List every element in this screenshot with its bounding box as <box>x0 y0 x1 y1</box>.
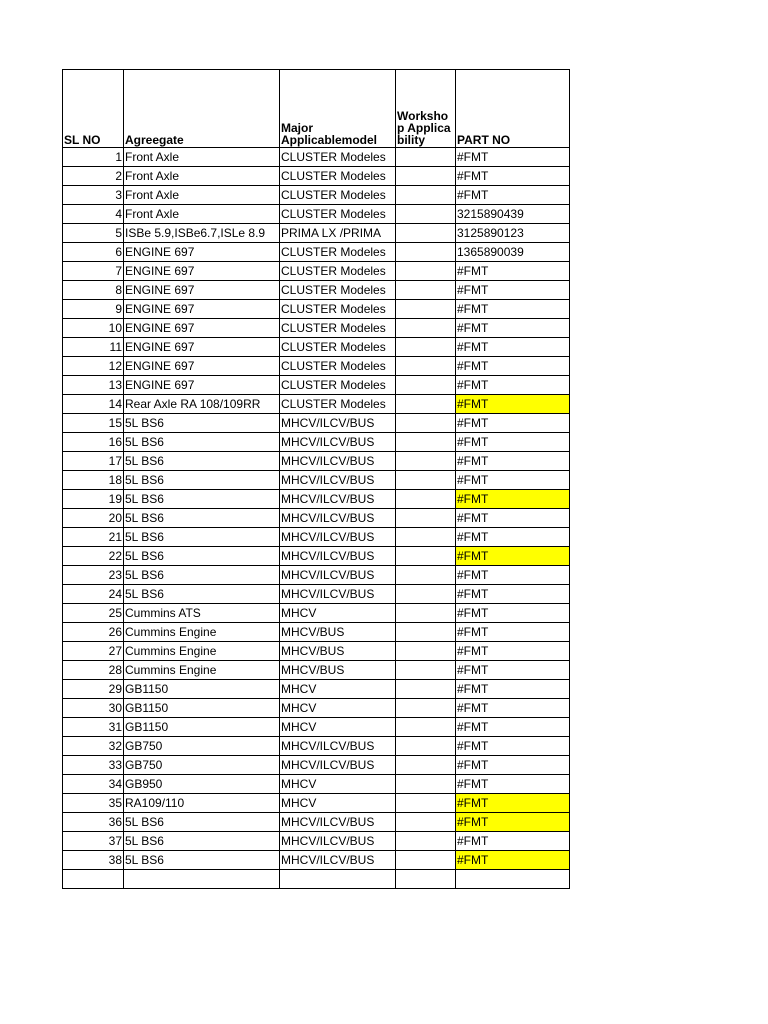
cell-sl-no[interactable]: 19 <box>63 490 124 509</box>
table-row <box>63 813 570 832</box>
cell-sl-no[interactable]: 38 <box>63 851 124 870</box>
cell-model[interactable]: CLUSTER Modeles <box>280 205 396 224</box>
cell-model[interactable]: MHCV <box>280 604 396 623</box>
cell-model[interactable]: MHCV/BUS <box>280 642 396 661</box>
cell-aggregate[interactable]: 5L BS6 <box>124 851 280 870</box>
header-part-no[interactable]: PART NO <box>456 70 570 148</box>
cell-model[interactable]: MHCV/ILCV/BUS <box>280 528 396 547</box>
table-row <box>63 357 570 376</box>
cell-workshop[interactable] <box>396 376 456 395</box>
cell-model[interactable]: CLUSTER Modeles <box>280 395 396 414</box>
cell-aggregate[interactable]: Front Axle <box>124 148 280 167</box>
cell-model[interactable]: CLUSTER Modeles <box>280 281 396 300</box>
cell-model[interactable]: MHCV/ILCV/BUS <box>280 433 396 452</box>
table-row <box>63 471 570 490</box>
cell-part-no[interactable]: #FMT <box>456 642 570 661</box>
cell-sl-no[interactable]: 27 <box>63 642 124 661</box>
cell-model[interactable]: MHCV/ILCV/BUS <box>280 471 396 490</box>
cell-sl-no[interactable]: 7 <box>63 262 124 281</box>
cell-workshop[interactable] <box>396 262 456 281</box>
cell-part-no[interactable]: #FMT <box>456 623 570 642</box>
cell-part-no[interactable]: #FMT <box>456 319 570 338</box>
cell-model[interactable]: MHCV/ILCV/BUS <box>280 756 396 775</box>
cell-aggregate[interactable]: ENGINE 697 <box>124 243 280 262</box>
header-sl-no[interactable]: SL NO <box>63 70 124 148</box>
cell-workshop[interactable] <box>396 452 456 471</box>
cell-aggregate[interactable]: 5L BS6 <box>124 471 280 490</box>
table-row <box>63 699 570 718</box>
table-row <box>63 452 570 471</box>
cell-aggregate[interactable]: Cummins Engine <box>124 623 280 642</box>
cell-aggregate[interactable]: GB1150 <box>124 718 280 737</box>
table-row <box>63 566 570 585</box>
cell-sl-no[interactable] <box>63 870 124 889</box>
table-row <box>63 547 570 566</box>
cell-part-no[interactable]: #FMT <box>456 338 570 357</box>
cell-workshop[interactable] <box>396 718 456 737</box>
cell-aggregate[interactable]: Rear Axle RA 108/109RR <box>124 395 280 414</box>
cell-part-no[interactable]: #FMT <box>456 775 570 794</box>
header-workshop[interactable]: Workshop Applicability <box>396 70 456 148</box>
cell-aggregate[interactable]: Cummins Engine <box>124 642 280 661</box>
cell-part-no[interactable]: #FMT <box>456 300 570 319</box>
cell-sl-no[interactable]: 25 <box>63 604 124 623</box>
cell-aggregate[interactable]: GB1150 <box>124 699 280 718</box>
cell-part-no[interactable]: #FMT <box>456 756 570 775</box>
cell-part-no[interactable]: #FMT <box>456 699 570 718</box>
table-row <box>63 414 570 433</box>
cell-part-no[interactable]: #FMT <box>456 813 570 832</box>
table-row <box>63 319 570 338</box>
table-row <box>63 528 570 547</box>
cell-aggregate[interactable]: GB950 <box>124 775 280 794</box>
cell-part-no[interactable]: #FMT <box>456 376 570 395</box>
cell-workshop[interactable] <box>396 509 456 528</box>
table-row <box>63 604 570 623</box>
cell-model[interactable]: MHCV/ILCV/BUS <box>280 585 396 604</box>
cell-sl-no[interactable]: 5 <box>63 224 124 243</box>
cell-model[interactable]: CLUSTER Modeles <box>280 376 396 395</box>
cell-aggregate[interactable]: 5L BS6 <box>124 547 280 566</box>
cell-workshop[interactable] <box>396 243 456 262</box>
cell-sl-no[interactable]: 33 <box>63 756 124 775</box>
cell-aggregate[interactable] <box>124 870 280 889</box>
cell-model[interactable]: CLUSTER Modeles <box>280 148 396 167</box>
cell-aggregate[interactable]: 5L BS6 <box>124 528 280 547</box>
cell-part-no[interactable]: #FMT <box>456 281 570 300</box>
cell-model[interactable]: MHCV <box>280 794 396 813</box>
cell-sl-no[interactable]: 22 <box>63 547 124 566</box>
cell-part-no[interactable]: 3125890123 <box>456 224 570 243</box>
cell-workshop[interactable] <box>396 300 456 319</box>
cell-workshop[interactable] <box>396 737 456 756</box>
cell-part-no[interactable]: #FMT <box>456 604 570 623</box>
cell-part-no[interactable]: #FMT <box>456 167 570 186</box>
cell-part-no[interactable]: #FMT <box>456 585 570 604</box>
cell-aggregate[interactable]: ENGINE 697 <box>124 300 280 319</box>
table-row <box>63 262 570 281</box>
cell-part-no[interactable]: #FMT <box>456 794 570 813</box>
cell-aggregate[interactable]: GB750 <box>124 756 280 775</box>
cell-part-no[interactable]: #FMT <box>456 395 570 414</box>
cell-workshop[interactable] <box>396 547 456 566</box>
cell-aggregate[interactable]: Front Axle <box>124 186 280 205</box>
cell-model[interactable]: MHCV/ILCV/BUS <box>280 566 396 585</box>
cell-workshop[interactable] <box>396 167 456 186</box>
cell-aggregate[interactable]: GB750 <box>124 737 280 756</box>
header-row <box>63 70 570 148</box>
cell-sl-no[interactable]: 2 <box>63 167 124 186</box>
cell-sl-no[interactable]: 6 <box>63 243 124 262</box>
table-row <box>63 148 570 167</box>
cell-aggregate[interactable]: ENGINE 697 <box>124 281 280 300</box>
cell-sl-no[interactable]: 26 <box>63 623 124 642</box>
cell-workshop[interactable] <box>396 357 456 376</box>
cell-workshop[interactable] <box>396 528 456 547</box>
table-row <box>63 794 570 813</box>
table-row <box>63 680 570 699</box>
cell-workshop[interactable] <box>396 585 456 604</box>
cell-model[interactable]: MHCV/ILCV/BUS <box>280 832 396 851</box>
table-row <box>63 281 570 300</box>
cell-model[interactable]: MHCV <box>280 680 396 699</box>
cell-sl-no[interactable]: 23 <box>63 566 124 585</box>
table-row <box>63 490 570 509</box>
cell-aggregate[interactable]: ENGINE 697 <box>124 338 280 357</box>
cell-aggregate[interactable]: Cummins ATS <box>124 604 280 623</box>
cell-workshop[interactable] <box>396 775 456 794</box>
cell-workshop[interactable] <box>396 338 456 357</box>
cell-sl-no[interactable]: 3 <box>63 186 124 205</box>
cell-workshop[interactable] <box>396 680 456 699</box>
cell-sl-no[interactable]: 13 <box>63 376 124 395</box>
cell-workshop[interactable] <box>396 414 456 433</box>
cell-workshop[interactable] <box>396 433 456 452</box>
cell-workshop[interactable] <box>396 642 456 661</box>
cell-sl-no[interactable]: 16 <box>63 433 124 452</box>
cell-model[interactable]: PRIMA LX /PRIMA <box>280 224 396 243</box>
cell-aggregate[interactable]: 5L BS6 <box>124 566 280 585</box>
cell-aggregate[interactable]: 5L BS6 <box>124 452 280 471</box>
cell-model[interactable]: CLUSTER Modeles <box>280 357 396 376</box>
cell-sl-no[interactable]: 32 <box>63 737 124 756</box>
cell-part-no[interactable]: #FMT <box>456 509 570 528</box>
cell-model[interactable] <box>280 870 396 889</box>
cell-part-no[interactable]: #FMT <box>456 832 570 851</box>
table-row <box>63 509 570 528</box>
cell-aggregate[interactable]: 5L BS6 <box>124 585 280 604</box>
cell-aggregate[interactable]: 5L BS6 <box>124 414 280 433</box>
cell-model[interactable]: MHCV/ILCV/BUS <box>280 414 396 433</box>
cell-part-no[interactable]: #FMT <box>456 851 570 870</box>
cell-part-no[interactable]: 1365890039 <box>456 243 570 262</box>
cell-workshop[interactable] <box>396 604 456 623</box>
cell-sl-no[interactable]: 30 <box>63 699 124 718</box>
cell-sl-no[interactable]: 14 <box>63 395 124 414</box>
cell-model[interactable]: MHCV/ILCV/BUS <box>280 509 396 528</box>
cell-part-no[interactable]: #FMT <box>456 186 570 205</box>
cell-workshop[interactable] <box>396 319 456 338</box>
cell-workshop[interactable] <box>396 623 456 642</box>
cell-aggregate[interactable]: ENGINE 697 <box>124 262 280 281</box>
cell-sl-no[interactable]: 36 <box>63 813 124 832</box>
cell-workshop[interactable] <box>396 205 456 224</box>
cell-model[interactable]: MHCV <box>280 699 396 718</box>
cell-model[interactable]: CLUSTER Modeles <box>280 338 396 357</box>
cell-sl-no[interactable]: 35 <box>63 794 124 813</box>
cell-sl-no[interactable]: 12 <box>63 357 124 376</box>
cell-model[interactable]: CLUSTER Modeles <box>280 186 396 205</box>
cell-sl-no[interactable]: 4 <box>63 205 124 224</box>
cell-part-no[interactable]: #FMT <box>456 357 570 376</box>
cell-aggregate[interactable]: Front Axle <box>124 167 280 186</box>
cell-aggregate[interactable]: RA109/110 <box>124 794 280 813</box>
cell-sl-no[interactable]: 18 <box>63 471 124 490</box>
cell-aggregate[interactable]: GB1150 <box>124 680 280 699</box>
cell-model[interactable]: CLUSTER Modeles <box>280 262 396 281</box>
cell-workshop[interactable] <box>396 756 456 775</box>
cell-workshop[interactable] <box>396 813 456 832</box>
table-row <box>63 395 570 414</box>
cell-sl-no[interactable]: 11 <box>63 338 124 357</box>
cell-aggregate[interactable]: ENGINE 697 <box>124 357 280 376</box>
cell-aggregate[interactable]: 5L BS6 <box>124 509 280 528</box>
cell-model[interactable]: CLUSTER Modeles <box>280 167 396 186</box>
cell-workshop[interactable] <box>396 471 456 490</box>
table-row <box>63 642 570 661</box>
cell-sl-no[interactable]: 15 <box>63 414 124 433</box>
table-row <box>63 224 570 243</box>
cell-sl-no[interactable]: 10 <box>63 319 124 338</box>
table-row <box>63 243 570 262</box>
cell-model[interactable]: MHCV/ILCV/BUS <box>280 851 396 870</box>
cell-workshop[interactable] <box>396 699 456 718</box>
table-row <box>63 718 570 737</box>
cell-aggregate[interactable]: ENGINE 697 <box>124 319 280 338</box>
cell-workshop[interactable] <box>396 186 456 205</box>
cell-aggregate[interactable]: 5L BS6 <box>124 832 280 851</box>
table-row <box>63 623 570 642</box>
cell-sl-no[interactable]: 24 <box>63 585 124 604</box>
cell-model[interactable]: MHCV <box>280 718 396 737</box>
cell-aggregate[interactable]: Front Axle <box>124 205 280 224</box>
table-row <box>63 300 570 319</box>
table-row <box>63 338 570 357</box>
cell-part-no[interactable]: #FMT <box>456 414 570 433</box>
cell-sl-no[interactable]: 20 <box>63 509 124 528</box>
cell-sl-no[interactable]: 8 <box>63 281 124 300</box>
cell-part-no[interactable]: #FMT <box>456 490 570 509</box>
cell-aggregate[interactable]: 5L BS6 <box>124 433 280 452</box>
cell-part-no[interactable]: 3215890439 <box>456 205 570 224</box>
table-row <box>63 775 570 794</box>
parts-table <box>62 69 570 889</box>
cell-model[interactable]: MHCV/ILCV/BUS <box>280 490 396 509</box>
cell-workshop[interactable] <box>396 832 456 851</box>
cell-part-no[interactable]: #FMT <box>456 737 570 756</box>
cell-part-no[interactable]: #FMT <box>456 547 570 566</box>
cell-model[interactable]: MHCV/BUS <box>280 623 396 642</box>
cell-part-no[interactable]: #FMT <box>456 718 570 737</box>
cell-workshop[interactable] <box>396 490 456 509</box>
cell-part-no[interactable]: #FMT <box>456 471 570 490</box>
cell-sl-no[interactable]: 1 <box>63 148 124 167</box>
header-aggregate[interactable]: Agreegate <box>124 70 280 148</box>
table-row <box>63 585 570 604</box>
cell-workshop[interactable] <box>396 148 456 167</box>
cell-model[interactable]: MHCV/ILCV/BUS <box>280 547 396 566</box>
cell-workshop[interactable] <box>396 794 456 813</box>
cell-model[interactable]: CLUSTER Modeles <box>280 319 396 338</box>
cell-workshop[interactable] <box>396 851 456 870</box>
table-row <box>63 661 570 680</box>
cell-sl-no[interactable]: 31 <box>63 718 124 737</box>
cell-model[interactable]: MHCV/ILCV/BUS <box>280 737 396 756</box>
cell-sl-no[interactable]: 37 <box>63 832 124 851</box>
cell-part-no[interactable]: #FMT <box>456 661 570 680</box>
cell-workshop[interactable] <box>396 566 456 585</box>
cell-part-no[interactable]: #FMT <box>456 528 570 547</box>
cell-sl-no[interactable]: 29 <box>63 680 124 699</box>
table-row <box>63 186 570 205</box>
cell-model[interactable]: MHCV <box>280 775 396 794</box>
cell-part-no[interactable]: #FMT <box>456 566 570 585</box>
cell-part-no[interactable]: #FMT <box>456 148 570 167</box>
header-model[interactable]: Major Applicablemodel <box>280 70 396 148</box>
cell-workshop[interactable] <box>396 661 456 680</box>
cell-part-no[interactable]: #FMT <box>456 680 570 699</box>
table-row <box>63 167 570 186</box>
cell-aggregate[interactable]: 5L BS6 <box>124 813 280 832</box>
table-row <box>63 433 570 452</box>
table-row <box>63 205 570 224</box>
cell-aggregate[interactable]: Cummins Engine <box>124 661 280 680</box>
cell-workshop[interactable] <box>396 395 456 414</box>
cell-model[interactable]: MHCV/ILCV/BUS <box>280 452 396 471</box>
cell-aggregate[interactable]: ISBe 5.9,ISBe6.7,ISLe 8.9 <box>124 224 280 243</box>
cell-model[interactable]: CLUSTER Modeles <box>280 300 396 319</box>
table-row <box>63 851 570 870</box>
table-row <box>63 832 570 851</box>
table-row <box>63 737 570 756</box>
cell-workshop[interactable] <box>396 870 456 889</box>
cell-sl-no[interactable]: 21 <box>63 528 124 547</box>
cell-model[interactable]: CLUSTER Modeles <box>280 243 396 262</box>
cell-part-no[interactable]: #FMT <box>456 452 570 471</box>
cell-model[interactable]: MHCV/ILCV/BUS <box>280 813 396 832</box>
cell-part-no[interactable]: #FMT <box>456 433 570 452</box>
cell-workshop[interactable] <box>396 281 456 300</box>
cell-model[interactable]: MHCV/BUS <box>280 661 396 680</box>
table-row <box>63 756 570 775</box>
cell-sl-no[interactable]: 28 <box>63 661 124 680</box>
cell-part-no[interactable]: #FMT <box>456 262 570 281</box>
cell-aggregate[interactable]: 5L BS6 <box>124 490 280 509</box>
table-row <box>63 870 570 889</box>
cell-sl-no[interactable]: 34 <box>63 775 124 794</box>
cell-part-no[interactable] <box>456 870 570 889</box>
table-row <box>63 376 570 395</box>
cell-aggregate[interactable]: ENGINE 697 <box>124 376 280 395</box>
cell-sl-no[interactable]: 9 <box>63 300 124 319</box>
cell-sl-no[interactable]: 17 <box>63 452 124 471</box>
cell-workshop[interactable] <box>396 224 456 243</box>
